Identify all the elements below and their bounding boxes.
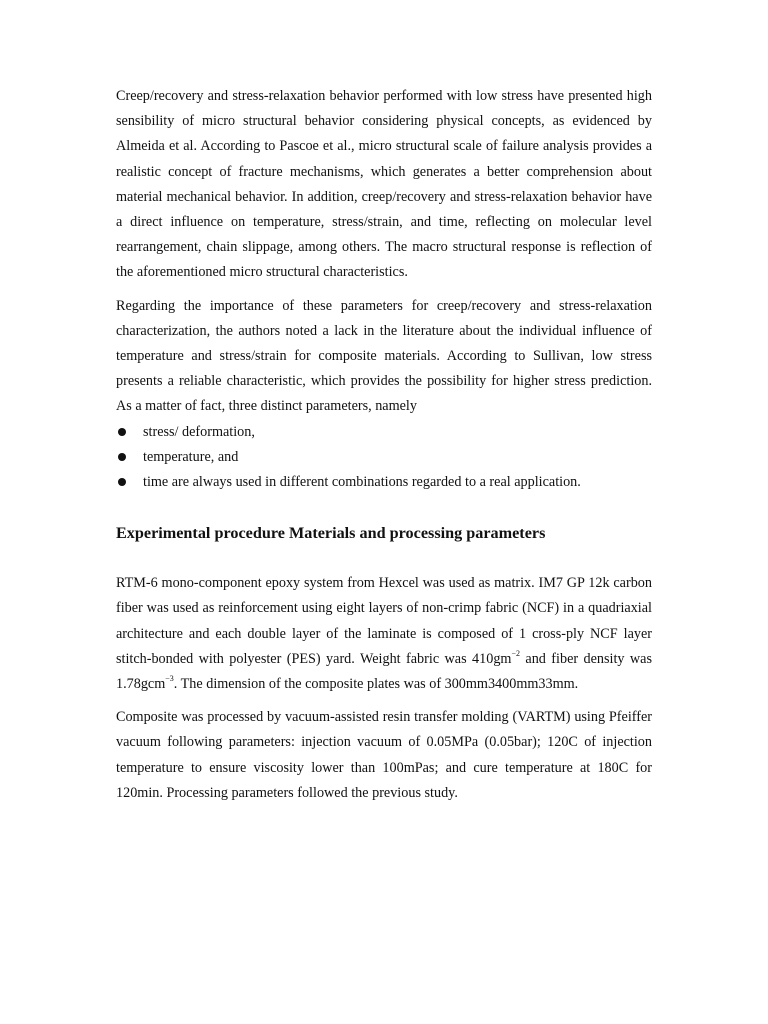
list-item-text: time are always used in different combinations regarded to a real application.	[143, 474, 581, 491]
list-item-text: temperature, and	[143, 448, 239, 465]
list-item-text: stress/ deformation,	[143, 423, 255, 440]
document-page	[116, 84, 652, 806]
paragraph-materials	[116, 571, 652, 697]
materials-text-part2: and fiber density was 1.78gcm	[116, 650, 652, 693]
list-item	[116, 445, 652, 470]
list-item	[116, 470, 652, 495]
superscript-weight-unit: −2	[511, 649, 520, 659]
paragraph-creep-recovery: Creep/recovery and stress-relaxation behavior performed with low stress have presented high sensibility of micro structural behavior considering physical concepts, as evidenced by Almeida et al. According to Pascoe et al., micro structural scale of failure analysis provides a realistic concept of fracture mechanisms, which generates a better comprehension about material mechanical behavior. In addition, creep/recovery and stress-relaxation behavior have a direct influence on temperature, stress/strain, and time, reflecting on molecular level rearrangement, chain slippage, among others. The macro structural response is reflection of the aforementioned micro structural characteristics.	[116, 88, 652, 281]
parameter-list	[116, 420, 652, 496]
paragraph-processing: Composite was processed by vacuum-assisted resin transfer molding (VARTM) using Pfeiffer vacuum following parameters: injection vacuum of 0.05MPa (0.05bar); 120C of injection temperature to ensure viscosity lower than 100mPas; and cure temperature at 180C for 120min. Processing parameters followed the previous study.	[116, 709, 652, 801]
materials-text-part3: . The dimension of the composite plates was of 300mm3400mm33mm.	[173, 676, 579, 693]
bullet-icon	[118, 428, 126, 436]
paragraph-parameters-importance: Regarding the importance of these parameters for creep/recovery and stress-relaxation characterization, the authors noted a lack in the literature about the individual influence of temperature and stress/strain for composite materials. According to Sullivan, low stress presents a reliable characteristic, which provides the possibility for higher stress prediction. As a matter of fact, three distinct parameters, namely	[116, 297, 652, 415]
superscript-density-unit: −3	[165, 674, 174, 684]
bullet-icon	[118, 453, 126, 461]
materials-text-part1: RTM-6 mono-component epoxy system from Hexcel was used as matrix. IM7 GP 12k carbon fiber was used as reinforcement using eight layers of non-crimp fabric (NCF) in a quadriaxial architecture and each double layer of the laminate is composed of 1 cross-ply NCF layer stitch-bonded with polyester (PES) yard. Weight fabric was 410gm	[116, 575, 652, 667]
list-item	[116, 420, 652, 445]
section-heading: Experimental procedure Materials and processing parameters	[116, 524, 546, 543]
bullet-icon	[118, 478, 126, 486]
